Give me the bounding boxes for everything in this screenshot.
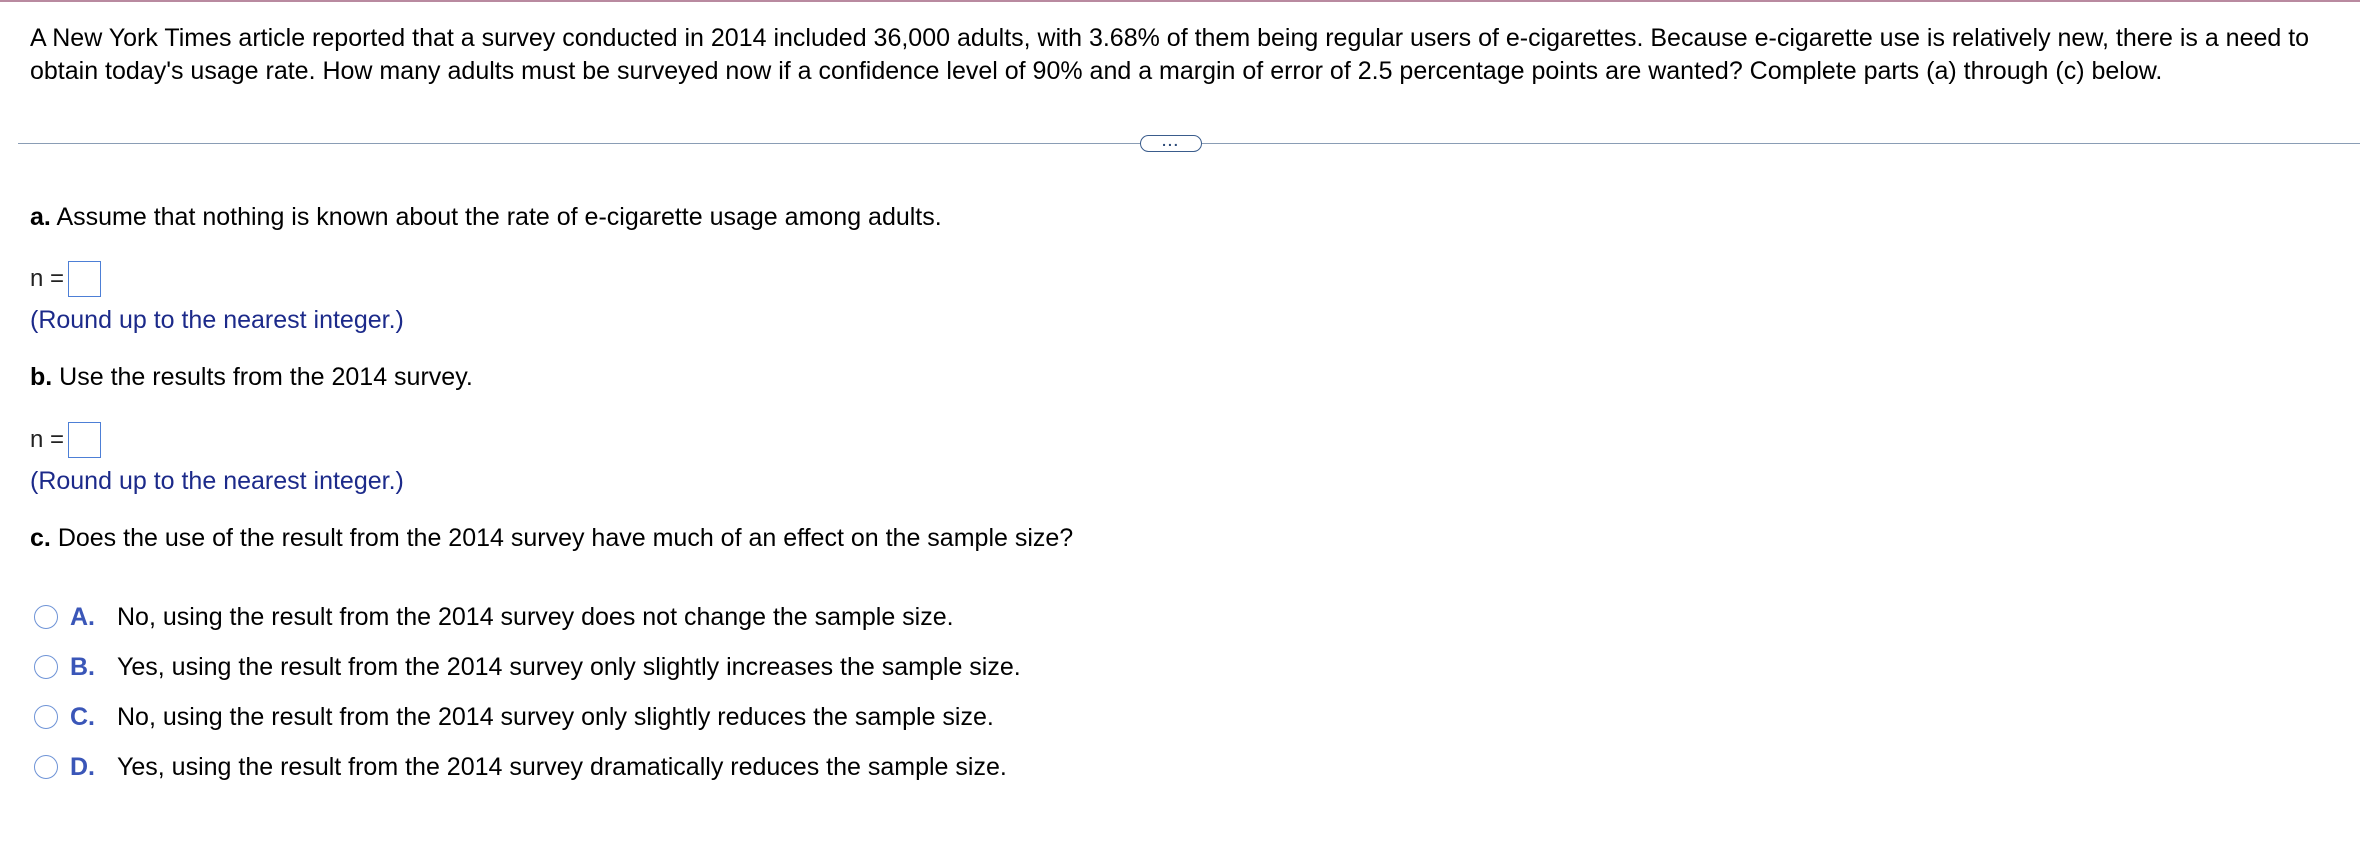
option-b[interactable] — [34, 649, 1021, 685]
option-d-radio[interactable] — [34, 755, 58, 779]
part-b-variable-label: n = — [30, 426, 65, 453]
option-a[interactable] — [34, 599, 954, 635]
option-c-text: No, using the result from the 2014 survey only slightly reduces the sample size. — [117, 702, 994, 731]
option-a-text: No, using the result from the 2014 survey does not change the sample size. — [117, 602, 954, 631]
option-c-radio[interactable] — [34, 705, 58, 729]
option-c-letter: C. — [70, 702, 95, 731]
part-a-answer-row — [30, 259, 101, 299]
top-border — [0, 0, 2360, 2]
option-a-radio[interactable] — [34, 605, 58, 629]
ellipsis-icon: ... — [1162, 132, 1180, 149]
expand-more-button[interactable] — [1140, 132, 1202, 152]
option-d-letter: D. — [70, 752, 95, 781]
part-a-letter: a. — [30, 203, 51, 231]
question-text: A New York Times article reported that a survey conducted in 2014 included 36,000 adults, with 3.68% of them being regular users of e-cigarettes. Because e-cigarette use is relatively new, there is a need to obtain today's usage rate. How many adults must be surveyed now if a confidence level of 90% and a margin of error of 2.5 percentage points are wanted? Complete parts (a) through (c) below. — [30, 24, 2310, 85]
part-b-answer-input[interactable] — [68, 422, 101, 458]
part-a-text: Assume that nothing is known about the rate of e-cigarette usage among adults. — [56, 203, 942, 231]
part-b-letter: b. — [30, 363, 53, 391]
option-b-text: Yes, using the result from the 2014 survey only slightly increases the sample size. — [117, 652, 1021, 681]
part-b-hint: (Round up to the nearest integer.) — [30, 467, 404, 495]
part-c-letter: c. — [30, 524, 51, 552]
option-b-letter: B. — [70, 652, 95, 681]
option-d-text: Yes, using the result from the 2014 survey dramatically reduces the sample size. — [117, 752, 1007, 781]
part-a-prompt — [30, 202, 942, 232]
part-b-answer-row — [30, 420, 101, 460]
option-a-letter: A. — [70, 602, 95, 631]
part-c-prompt — [30, 523, 1073, 553]
option-d[interactable] — [34, 749, 1007, 785]
part-a-answer-input[interactable] — [68, 261, 101, 297]
part-b-prompt — [30, 362, 473, 392]
part-a-variable-label: n = — [30, 265, 65, 292]
part-c-text: Does the use of the result from the 2014 survey have much of an effect on the sample size? — [57, 524, 1074, 552]
part-b-text: Use the results from the 2014 survey. — [59, 363, 473, 391]
option-b-radio[interactable] — [34, 655, 58, 679]
part-a-hint: (Round up to the nearest integer.) — [30, 306, 404, 334]
option-c[interactable] — [34, 699, 994, 735]
